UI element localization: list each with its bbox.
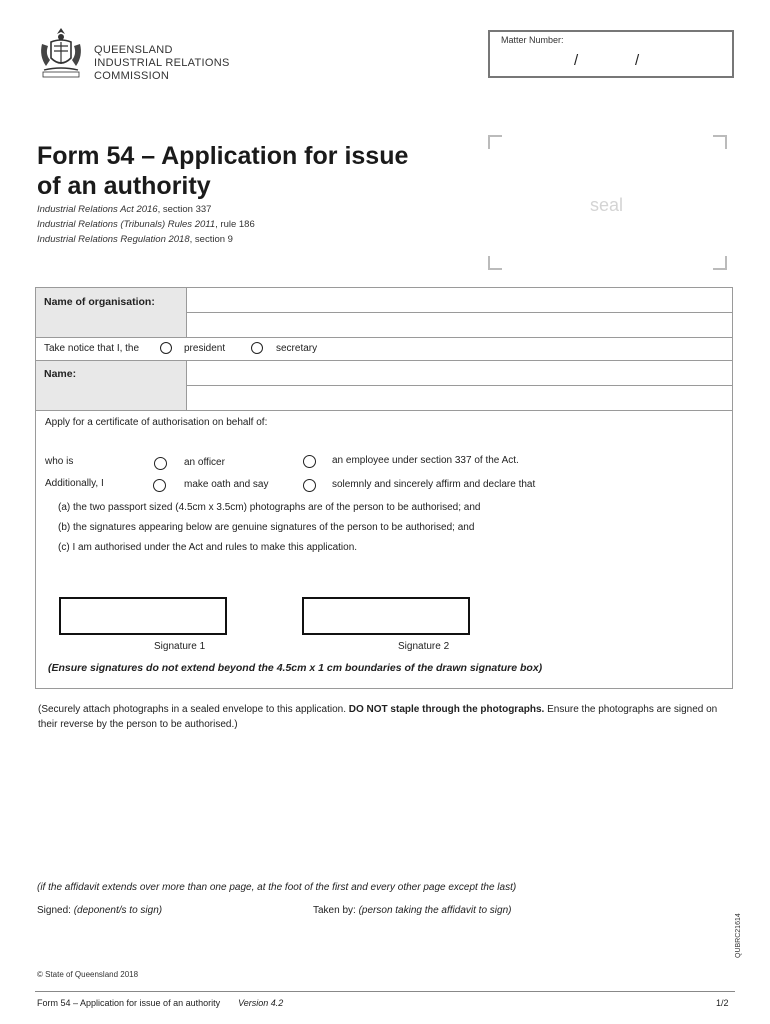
take-notice-text: Take notice that I, the bbox=[44, 343, 140, 354]
statement-b: (b) the signatures appearing below are genuine signatures of the person to be authorised; and bbox=[58, 522, 475, 533]
title-line-2: of an authority bbox=[37, 172, 211, 200]
affirm-radio[interactable] bbox=[303, 479, 316, 492]
statement-a: (a) the two passport sized (4.5cm x 3.5cm) photographs are of the person to be authorised; and bbox=[58, 502, 481, 513]
photo-note-start: (Securely attach photographs in a sealed envelope to this application. bbox=[38, 704, 349, 715]
divider bbox=[36, 410, 733, 411]
secretary-label: secretary bbox=[276, 343, 318, 354]
officer-label: an officer bbox=[184, 457, 225, 468]
reference-rules-name: Industrial Relations (Tribunals) Rules 2011 bbox=[37, 219, 216, 230]
organisation-label: Name of organisation: bbox=[44, 296, 155, 308]
officer-radio[interactable] bbox=[154, 457, 167, 470]
matter-number-slash-1: / bbox=[574, 52, 579, 69]
apply-text: Apply for a certificate of authorisation on behalf of: bbox=[45, 417, 268, 428]
reference-rules-section: , rule 186 bbox=[215, 219, 255, 230]
seal-corner-bottom-right bbox=[713, 256, 727, 270]
seal-corner-top-right bbox=[713, 135, 727, 149]
divider bbox=[36, 337, 733, 338]
reference-act-name: Industrial Relations Act 2016 bbox=[37, 204, 158, 215]
president-label: president bbox=[184, 343, 226, 354]
additionally-text: Additionally, I bbox=[45, 478, 104, 489]
footer-divider bbox=[35, 991, 735, 992]
oath-label: make oath and say bbox=[184, 479, 269, 490]
who-is-text: who is bbox=[45, 456, 74, 467]
seal-corner-bottom-left bbox=[488, 256, 502, 270]
signature-1-box[interactable] bbox=[59, 597, 227, 635]
signature-1-label: Signature 1 bbox=[154, 641, 206, 652]
organisation-name-field-line-1[interactable] bbox=[187, 288, 733, 312]
reference-regulation-section: , section 9 bbox=[189, 234, 233, 245]
signature-2-box[interactable] bbox=[302, 597, 470, 635]
reference-regulation-name: Industrial Relations Regulation 2018 bbox=[37, 234, 190, 245]
reference-regulation bbox=[37, 232, 255, 247]
taken-by-hint: (person taking the affidavit to sign) bbox=[358, 905, 512, 916]
signed-line bbox=[37, 905, 162, 916]
employee-radio[interactable] bbox=[303, 455, 316, 468]
queensland-crest-logo bbox=[36, 24, 86, 82]
signature-2-label: Signature 2 bbox=[398, 641, 450, 652]
matter-number-label: Matter Number: bbox=[501, 35, 564, 45]
photo-note-end: Ensure the photographs are signed on their reverse by the person to be authorised.) bbox=[38, 704, 718, 730]
footer-version: Version 4.2 bbox=[238, 998, 284, 1008]
org-line-1: QUEENSLAND bbox=[94, 44, 173, 56]
organisation-name-field-line-2[interactable] bbox=[187, 313, 733, 337]
name-field-line-1[interactable] bbox=[187, 361, 733, 385]
statement-c: (c) I am authorised under the Act and rules to make this application. bbox=[58, 542, 358, 553]
name-label: Name: bbox=[44, 368, 77, 380]
page-title bbox=[37, 141, 408, 201]
reference-rules bbox=[37, 217, 255, 232]
signature-boundary-note: (Ensure signatures do not extend beyond the 4.5cm x 1 cm boundaries of the drawn signature box) bbox=[48, 662, 543, 674]
secretary-radio[interactable] bbox=[251, 342, 263, 354]
footer-form-info bbox=[37, 998, 283, 1008]
footer-form-name: Form 54 – Application for issue of an authority bbox=[37, 998, 221, 1008]
seal-corner-top-left bbox=[488, 135, 502, 149]
signed-hint: (deponent/s to sign) bbox=[73, 905, 163, 916]
seal-placeholder: seal bbox=[590, 195, 624, 215]
form-code: QUBRC21614 bbox=[735, 913, 742, 958]
copyright-text: © State of Queensland 2018 bbox=[37, 970, 139, 979]
page-number: 1/2 bbox=[716, 998, 729, 1008]
employee-label: an employee under section 337 of the Act. bbox=[332, 455, 519, 466]
title-line-1: Form 54 – Application for issue bbox=[37, 142, 409, 170]
org-line-3: COMMISSION bbox=[94, 70, 170, 82]
taken-by-line bbox=[313, 905, 511, 916]
affirm-label: solemnly and sincerely affirm and declare that bbox=[332, 479, 536, 490]
reference-act bbox=[37, 202, 255, 217]
legislation-references bbox=[37, 202, 255, 247]
taken-by-label: Taken by: bbox=[313, 905, 356, 916]
reference-act-section: , section 337 bbox=[157, 204, 212, 215]
matter-number-slash-2: / bbox=[635, 52, 640, 69]
photograph-instructions bbox=[38, 702, 728, 732]
organisation-name bbox=[94, 44, 230, 83]
org-line-2: INDUSTRIAL RELATIONS bbox=[94, 57, 230, 69]
president-radio[interactable] bbox=[160, 342, 172, 354]
name-field-line-2[interactable] bbox=[187, 386, 733, 410]
oath-radio[interactable] bbox=[153, 479, 166, 492]
photo-note-warning: DO NOT staple through the photographs. bbox=[348, 704, 545, 715]
affidavit-note: (if the affidavit extends over more than one page, at the foot of the first and every other page except the last) bbox=[37, 882, 517, 893]
signed-label: Signed: bbox=[37, 905, 71, 916]
